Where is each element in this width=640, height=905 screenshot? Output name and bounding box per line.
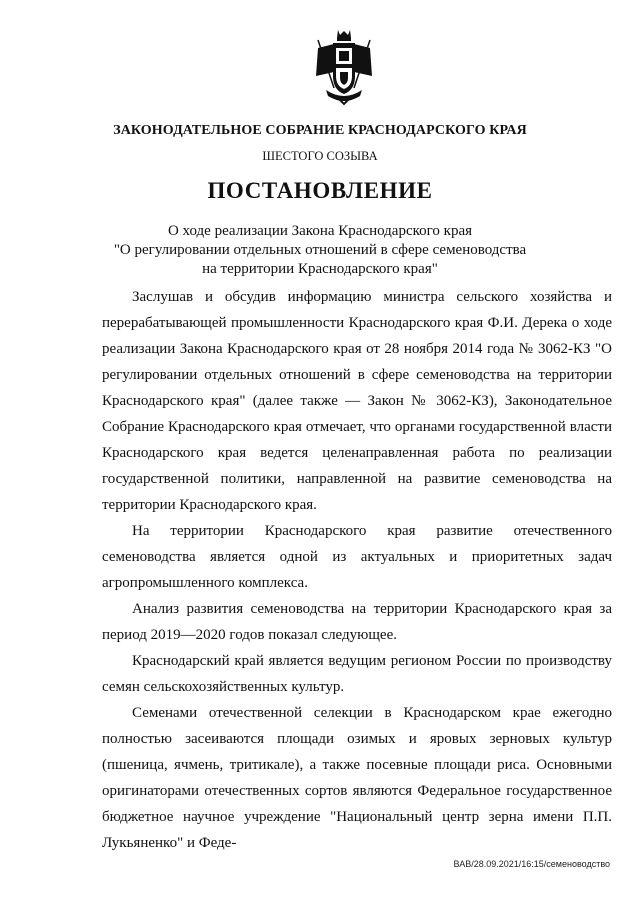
convocation: ШЕСТОГО СОЗЫВА	[262, 149, 378, 163]
organization-name: ЗАКОНОДАТЕЛЬНОЕ СОБРАНИЕ КРАСНОДАРСКОГО КРАЯ	[113, 123, 527, 138]
subject-line: на территории Краснодарского края"	[202, 261, 438, 277]
body-paragraph: Анализ развития семеноводства на территории Краснодарского края за период 2019—2020 годов показал следующее.	[102, 601, 612, 643]
body-paragraph: Семенами отечественной селекции в Краснодарском крае ежегодно полностью засеиваются площади озимых и яровых зерновых культур (пшеница, ячмень, тритикале), а также посевные площади риса. Основными оригинаторами отечественных сортов являются Федеральное государственное бюджетное научное учреждение "Национальный центр зерна имени П.П. Лукьяненко" и Феде-	[102, 705, 612, 851]
body-paragraph: Заслушав и обсудив информацию министра сельского хозяйства и перерабатывающей промышленности Краснодарского края Ф.И. Дерека о ходе реализации Закона Краснодарского края от 28 ноября 2014 года № 3062-КЗ "О регулировании отдельных отношений в сфере семеноводства на территории Краснодарского края" (далее также — Закон № 3062-КЗ), Законодательное Собрание Краснодарского края отмечает, что органами государственной власти Краснодарского края ведется целенаправленная работа по реализации государственной политики, направленной на развитие семеноводства на территории Краснодарского края.	[102, 289, 612, 513]
body-paragraph: На территории Краснодарского края развитие отечественного семеноводства является одной из актуальных и приоритетных задач агропромышленного комплекса.	[102, 523, 612, 591]
document-body	[102, 284, 612, 856]
coat-of-arms-icon	[304, 28, 384, 108]
document-type-title: ПОСТАНОВЛЕНИЕ	[207, 178, 433, 203]
body-paragraph: Краснодарский край является ведущим регионом России по производству семян сельскохозяйственных культур.	[102, 653, 612, 695]
file-stamp: ВАВ/28.09.2021/16:15/семеноводство	[453, 859, 610, 869]
document-subject	[0, 222, 640, 279]
subject-line: "О регулировании отдельных отношений в сфере семеноводства	[113, 242, 527, 258]
subject-line: О ходе реализации Закона Краснодарского края	[167, 223, 473, 239]
